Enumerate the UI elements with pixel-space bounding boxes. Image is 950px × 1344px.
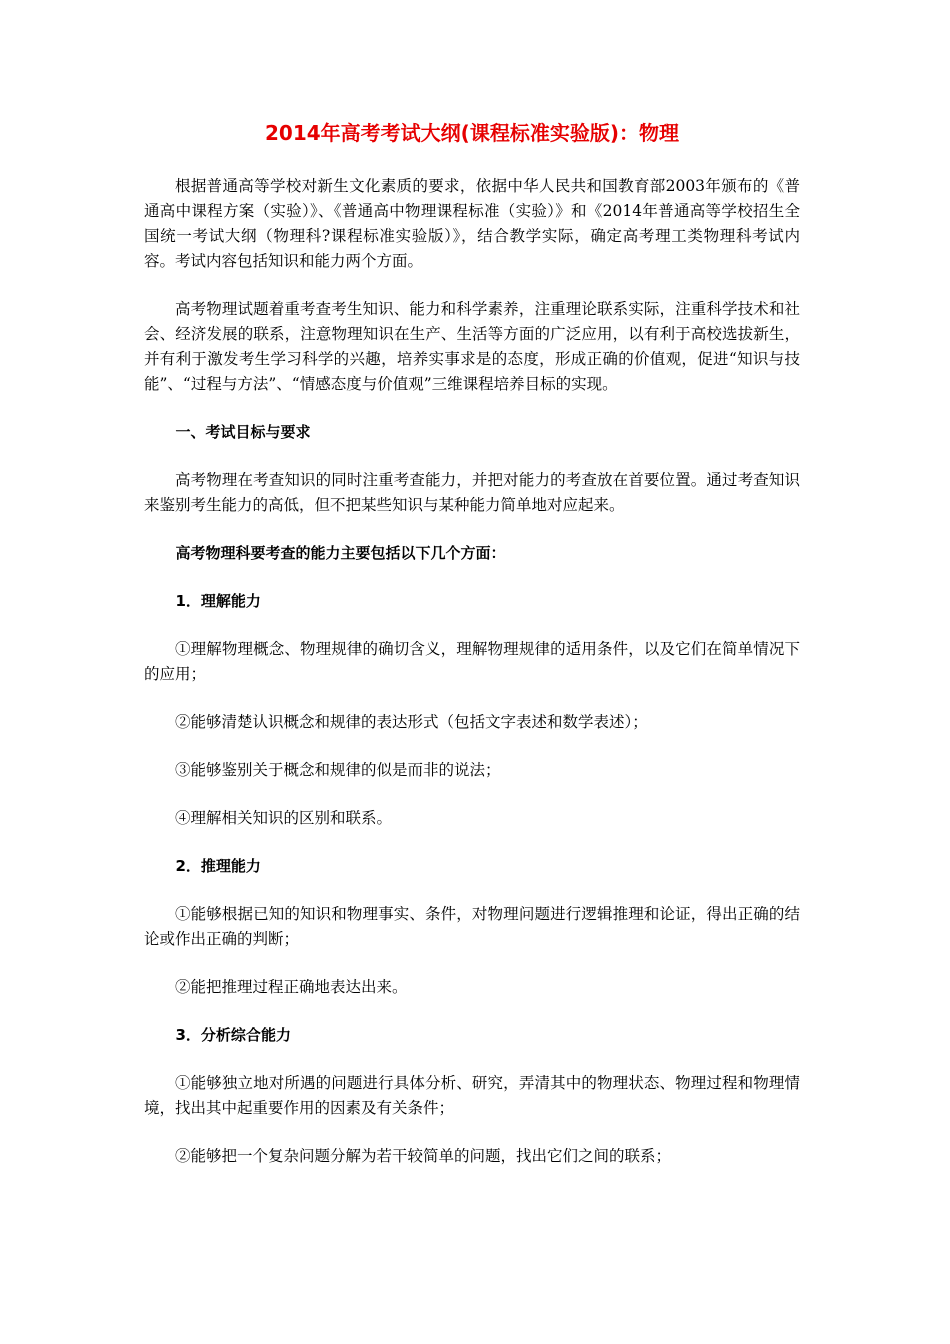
document-page [144, 118, 800, 1192]
list-item-analysis-1: ①能够独立地对所遇的问题进行具体分析、研究，弄清其中的物理状态、物理过程和物理情境，找出其中起重要作用的因素及有关条件； [144, 1074, 800, 1117]
document-title: 2014年高考考试大纲(课程标准实验版)：物理 [265, 121, 679, 145]
list-item-understanding-4: ④理解相关知识的区别和联系。 [175, 809, 393, 827]
section-heading-goals: 一、考试目标与要求 [175, 423, 311, 441]
list-item-understanding-2: ②能够清楚认识概念和规律的表达形式（包括文字表述和数学表述）； [175, 713, 648, 731]
list-item-reasoning-2: ②能把推理过程正确地表达出来。 [175, 978, 408, 996]
paragraph-ability-emphasis: 高考物理在考查知识的同时注重考查能力，并把对能力的考查放在首要位置。通过考查知识来鉴别考生能力的高低，但不把某些知识与某种能力简单地对应起来。 [144, 471, 800, 514]
list-item-reasoning-1: ①能够根据已知的知识和物理事实、条件，对物理问题进行逻辑推理和论证，得出正确的结论或作出正确的判断； [144, 905, 800, 948]
subheading-reasoning: 2．推理能力 [175, 857, 261, 875]
list-item-understanding-1: ①理解物理概念、物理规律的确切含义，理解物理规律的适用条件，以及它们在简单情况下的应用； [144, 640, 800, 683]
subheading-understanding: 1．理解能力 [175, 592, 261, 610]
paragraph-exam-focus: 高考物理试题着重考查考生知识、能力和科学素养，注重理论联系实际，注重科学技术和社会、经济发展的联系，注意物理知识在生产、生活等方面的广泛应用，以有利于高校选拔新生，并有利于激发考生学习科学的兴趣，培养实事求是的态度，形成正确的价值观，促进“知识与技能”、“过程与方法”、“情感态度与价值观”三维课程培养目标的实现。 [144, 300, 800, 393]
paragraph-intro: 根据普通高等学校对新生文化素质的要求，依据中华人民共和国教育部2003年颁布的《普通高中课程方案（实验）》、《普通高中物理课程标准（实验）》和《2014年普通高等学校招生全国统一考试大纲（物理科?课程标准实验版）》，结合教学实际，确定高考理工类物理科考试内容。考试内容包括知识和能力两个方面。 [144, 177, 800, 270]
section-heading-abilities: 高考物理科要考查的能力主要包括以下几个方面： [175, 544, 506, 562]
subheading-analysis: 3．分析综合能力 [175, 1026, 291, 1044]
list-item-analysis-2: ②能够把一个复杂问题分解为若干较简单的问题，找出它们之间的联系； [175, 1147, 672, 1165]
list-item-understanding-3: ③能够鉴别关于概念和规律的似是而非的说法； [175, 761, 501, 779]
